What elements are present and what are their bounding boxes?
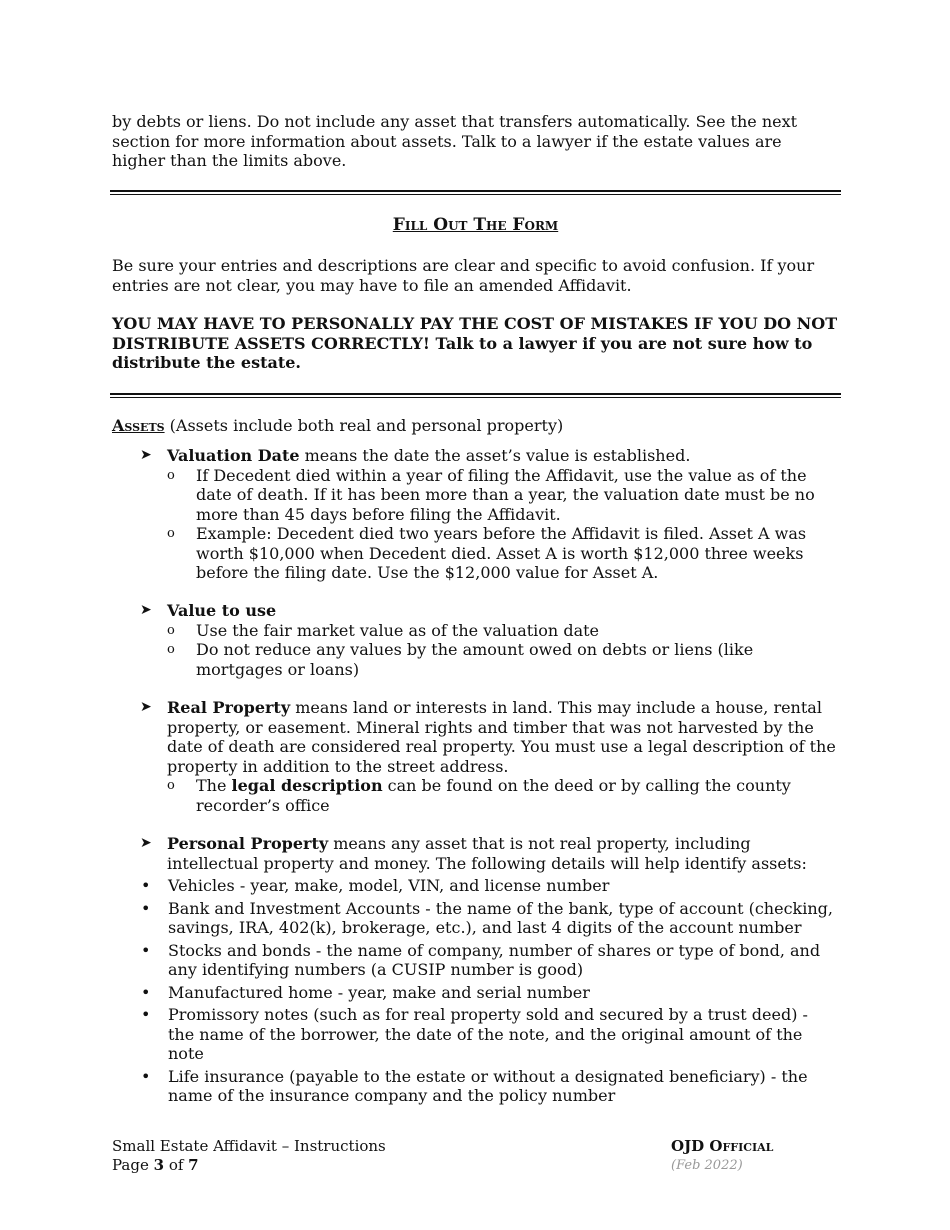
sub-item xyxy=(167,620,839,641)
divider xyxy=(110,393,841,398)
personal-property-text: means any asset that is not real property, including intellectual property and money. The following details will help identify assets: xyxy=(167,834,807,873)
sub-item xyxy=(167,524,839,583)
value-to-use-section xyxy=(140,601,839,679)
footer-doc-title: Small Estate Affidavit – Instructions xyxy=(112,1137,386,1155)
list-item xyxy=(141,876,839,896)
dot-bullet-icon: • xyxy=(141,982,151,1002)
arrow-bullet-icon: ➤ xyxy=(140,835,152,851)
circle-bullet-icon: o xyxy=(167,622,175,638)
personal-property-section xyxy=(140,834,839,1106)
valuation-date-term: Valuation Date xyxy=(167,446,300,465)
list-item xyxy=(141,982,839,1003)
personal-property-term: Personal Property xyxy=(167,834,329,853)
list-item xyxy=(141,940,839,980)
sub-item xyxy=(167,776,839,815)
list-item-text: Life insurance (payable to the estate or without a designated beneficiary) - the name of the insurance company and the policy number xyxy=(168,1066,808,1105)
dot-bullet-icon: • xyxy=(141,876,151,895)
assets-label: Assets xyxy=(112,416,165,435)
circle-bullet-icon: o xyxy=(167,778,175,793)
circle-bullet-icon: o xyxy=(167,526,175,541)
circle-bullet-icon: o xyxy=(167,642,175,657)
footer-left xyxy=(112,1137,386,1175)
warning-paragraph: YOU MAY HAVE TO PERSONALLY PAY THE COST OF MISTAKES IF YOU DO NOT DISTRIBUTE ASSETS CORRECTLY! Talk to a lawyer if you are not sure how to distribute the estate. xyxy=(112,314,838,372)
revision-date: (Feb 2022) xyxy=(671,1158,743,1173)
list-item-text: Vehicles - year, make, model, VIN, and license number xyxy=(168,876,610,895)
list-item-text: Manufactured home - year, make and serial number xyxy=(168,982,590,1002)
continued-paragraph: by debts or liens. Do not include any asset that transfers automatically. See the next section for more information about assets. Talk to a lawyer if the estate values are higher than the limits above. xyxy=(112,112,798,170)
intro-paragraph: Be sure your entries and descriptions are clear and specific to avoid confusion. If your entries are not clear, you may have to file an amended Affidavit. xyxy=(112,256,815,295)
real-property-section xyxy=(140,698,839,815)
dot-bullet-icon: • xyxy=(141,1066,151,1086)
dot-bullet-icon: • xyxy=(141,1005,151,1024)
circle-bullet-icon: o xyxy=(167,467,175,483)
ojd-official-label: OJD Official xyxy=(671,1137,774,1155)
list-item-text: Bank and Investment Accounts - the name of the bank, type of account (checking, savings, IRA, 402(k), brokerage, etc.), and last 4 digits of the account number xyxy=(168,898,833,937)
sub-item-text: Do not reduce any values by the amount owed on debts or liens (like mortgages or loans) xyxy=(196,640,754,679)
list-item xyxy=(141,1066,839,1106)
sub-item xyxy=(167,465,839,525)
divider xyxy=(110,190,841,195)
list-item xyxy=(141,898,839,938)
sub-prefix: The xyxy=(196,776,232,795)
legal-description-term: legal description xyxy=(231,776,383,795)
sub-item-text: If Decedent died within a year of filing the Affidavit, use the value as of the date of death. If it has been more than a year, the valuation date must be no more than 45 days before filing the Affidavit. xyxy=(196,465,815,524)
real-property-term: Real Property xyxy=(167,698,291,717)
footer-page-number: Page 3 of 7 xyxy=(112,1156,199,1174)
sub-item-text: Use the fair market value as of the valuation date xyxy=(196,620,599,640)
valuation-date-section xyxy=(140,446,839,583)
list-item-text: Promissory notes (such as for real property sold and secured by a trust deed) - the name of the borrower, the date of the note, and the original amount of the note xyxy=(168,1005,808,1063)
footer-right xyxy=(671,1137,773,1175)
real-property-text: means land or interests in land. This may include a house, rental property, or easement. Mineral rights and timber that was not harvested by the date of death are considered real property. You must use a legal description of the property in addition to the street address. xyxy=(167,698,836,776)
value-to-use-term: Value to use xyxy=(167,601,277,620)
dot-bullet-icon: • xyxy=(141,940,151,960)
list-item xyxy=(141,1005,839,1064)
section-title: Fill Out The Form xyxy=(392,215,559,235)
sub-item xyxy=(167,640,839,679)
dot-bullet-icon: • xyxy=(141,898,151,918)
list-item-text: Stocks and bonds - the name of company, number of shares or type of bond, and any identifying numbers (a CUSIP number is good) xyxy=(168,940,821,979)
arrow-bullet-icon: ➤ xyxy=(140,447,152,463)
sub-item-text: Example: Decedent died two years before the Affidavit is filed. Asset A was worth $10,000 when Decedent died. Asset A is worth $12,000 three weeks before the filing date. Use the $12,000 value for Asset A. xyxy=(196,524,807,582)
assets-heading xyxy=(112,416,839,436)
sub-suffix: can be found on the deed or by calling the county recorder’s office xyxy=(196,776,791,815)
valuation-date-text: means the date the asset’s value is established. xyxy=(299,446,691,465)
arrow-bullet-icon: ➤ xyxy=(140,602,152,618)
assets-note: (Assets include both real and personal property) xyxy=(164,416,564,435)
arrow-bullet-icon: ➤ xyxy=(140,699,152,715)
